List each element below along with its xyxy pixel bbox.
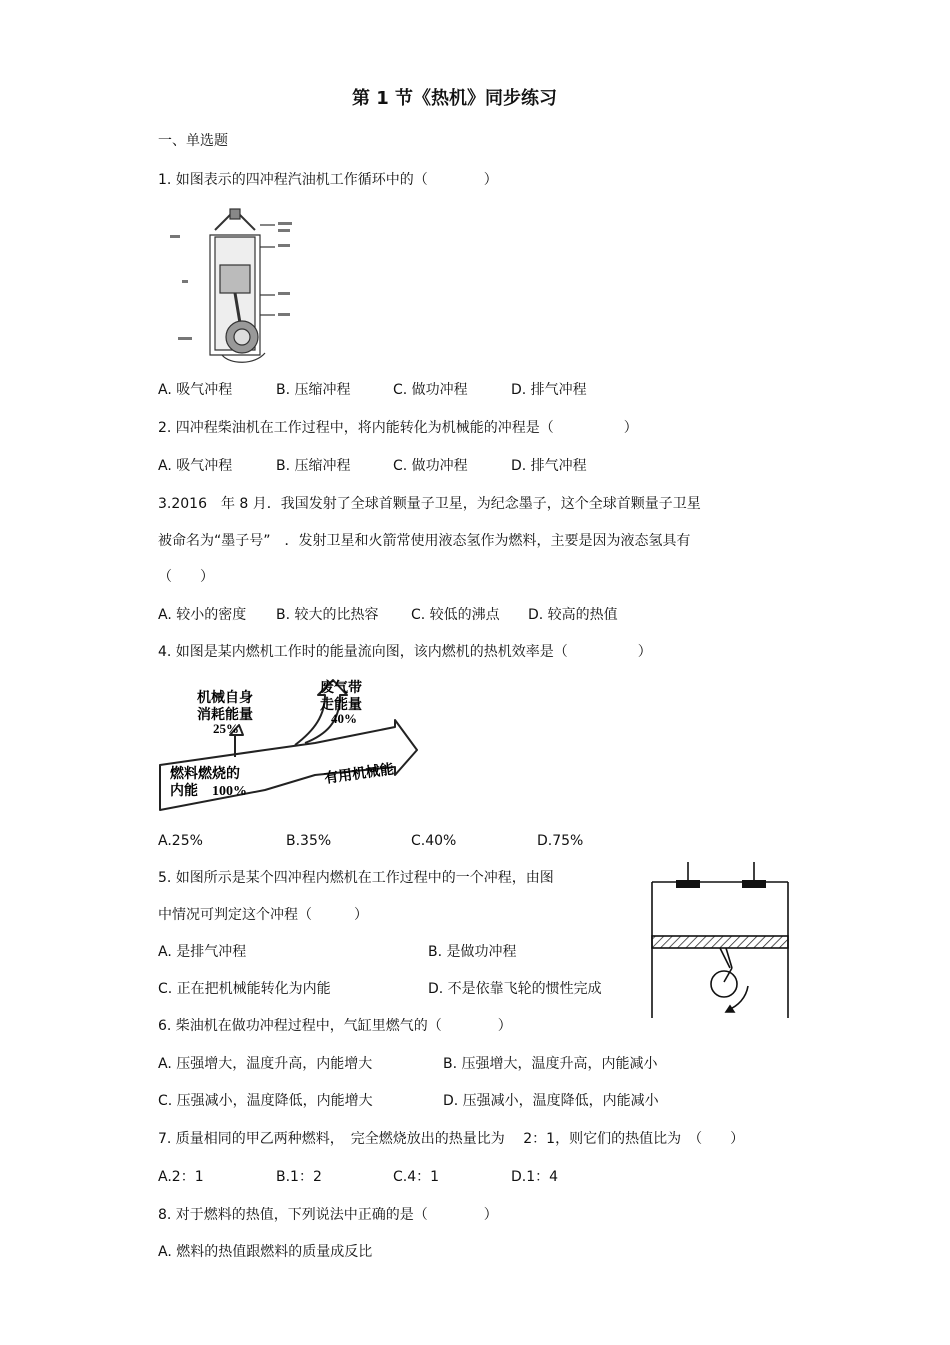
fuel-label-1: 燃料燃烧的 <box>170 767 240 782</box>
question-2-option-b: B. 压缩冲程 <box>276 458 351 474</box>
question-5-option-a: A. 是排气冲程 <box>158 944 247 960</box>
question-3-option-b: B. 较大的比热容 <box>276 607 379 623</box>
question-5-option-b: B. 是做功冲程 <box>428 944 517 960</box>
waste-label-3: 40% <box>331 711 357 726</box>
page-title: 第 1 节《热机》同步练习 <box>352 88 558 109</box>
question-2-option-a: A. 吸气冲程 <box>158 458 233 474</box>
question-6-stem: 6. 柴油机在做功冲程过程中，气缸里燃气的（ ） <box>158 1018 512 1034</box>
question-5-option-d: D. 不是依靠飞轮的惯性完成 <box>428 981 602 997</box>
question-1-option-b: B. 压缩冲程 <box>276 382 351 398</box>
question-3-line-2: 被命名为“墨子号” ．发射卫星和火箭常使用液态氢作为燃料，主要是因为液态氢具有 <box>158 533 691 549</box>
question-7-option-c: C.4：1 <box>393 1169 440 1185</box>
question-5-line-2: 中情况可判定这个冲程（ ） <box>158 907 368 923</box>
question-8-stem: 8. 对于燃料的热值，下列说法中正确的是（ ） <box>158 1207 498 1223</box>
question-7-option-d: D.1：4 <box>511 1169 559 1185</box>
question-3-option-c: C. 较低的沸点 <box>411 607 500 623</box>
fuel-label-2: 内能 100% <box>170 784 247 799</box>
question-3-line-1: 3.2016 年 8 月．我国发射了全球首颗量子卫星，为纪念墨子，这个全球首颗量子卫星 <box>158 496 701 512</box>
engine-diagram-figure <box>160 205 310 370</box>
question-4-option-c: C.40% <box>411 833 457 849</box>
question-4-option-b: B.35% <box>286 833 332 849</box>
question-1-option-d: D. 排气冲程 <box>511 382 587 398</box>
question-7-option-a: A.2：1 <box>158 1169 204 1185</box>
question-4-option-a: A.25% <box>158 833 203 849</box>
question-3-option-a: A. 较小的密度 <box>158 607 247 623</box>
question-4-stem: 4. 如图是某内燃机工作时的能量流向图，该内燃机的热机效率是（ ） <box>158 644 652 660</box>
question-3-line-3: （ ） <box>158 569 214 585</box>
question-1-stem: 1. 如图表示的四冲程汽油机工作循环中的（ ） <box>158 172 498 188</box>
question-1-option-c: C. 做功冲程 <box>393 382 468 398</box>
question-5-line-1: 5. 如图所示是某个四冲程内燃机在工作过程中的一个冲程，由图 <box>158 870 554 886</box>
section-heading: 一、单选题 <box>158 133 228 149</box>
question-2-option-c: C. 做功冲程 <box>393 458 468 474</box>
waste-label-2: 走能量 <box>320 698 362 713</box>
question-4-option-d: D.75% <box>537 833 584 849</box>
question-7-option-b: B.1：2 <box>276 1169 322 1185</box>
mech-label-2: 消耗能量 <box>197 708 253 723</box>
question-6-option-a: A. 压强增大，温度升高，内能增大 <box>158 1056 373 1072</box>
question-3-option-d: D. 较高的热值 <box>528 607 618 623</box>
mech-label-3: 25% <box>213 721 239 736</box>
question-6-option-d: D. 压强减小，温度降低，内能减小 <box>443 1093 659 1109</box>
question-7-stem: 7. 质量相同的甲乙两种燃料， 完全燃烧放出的热量比为 2：1，则它们的热值比为 （ ） <box>158 1131 745 1147</box>
useful-label: 有用机械能 <box>323 762 395 787</box>
question-6-option-b: B. 压强增大，温度升高，内能减小 <box>443 1056 658 1072</box>
question-5-option-c: C. 正在把机械能转化为内能 <box>158 981 331 997</box>
question-2-option-d: D. 排气冲程 <box>511 458 587 474</box>
energy-flow-diagram <box>155 675 425 820</box>
waste-label-1: 废气带 <box>320 681 362 696</box>
question-1-option-a: A. 吸气冲程 <box>158 382 233 398</box>
question-6-option-c: C. 压强减小，温度降低，内能增大 <box>158 1093 373 1109</box>
mech-label-1: 机械自身 <box>197 691 253 706</box>
cylinder-stroke-diagram <box>648 858 793 1020</box>
question-8-option-a: A. 燃料的热值跟燃料的质量成反比 <box>158 1244 373 1260</box>
question-2-stem: 2. 四冲程柴油机在工作过程中，将内能转化为机械能的冲程是（ ） <box>158 420 638 436</box>
